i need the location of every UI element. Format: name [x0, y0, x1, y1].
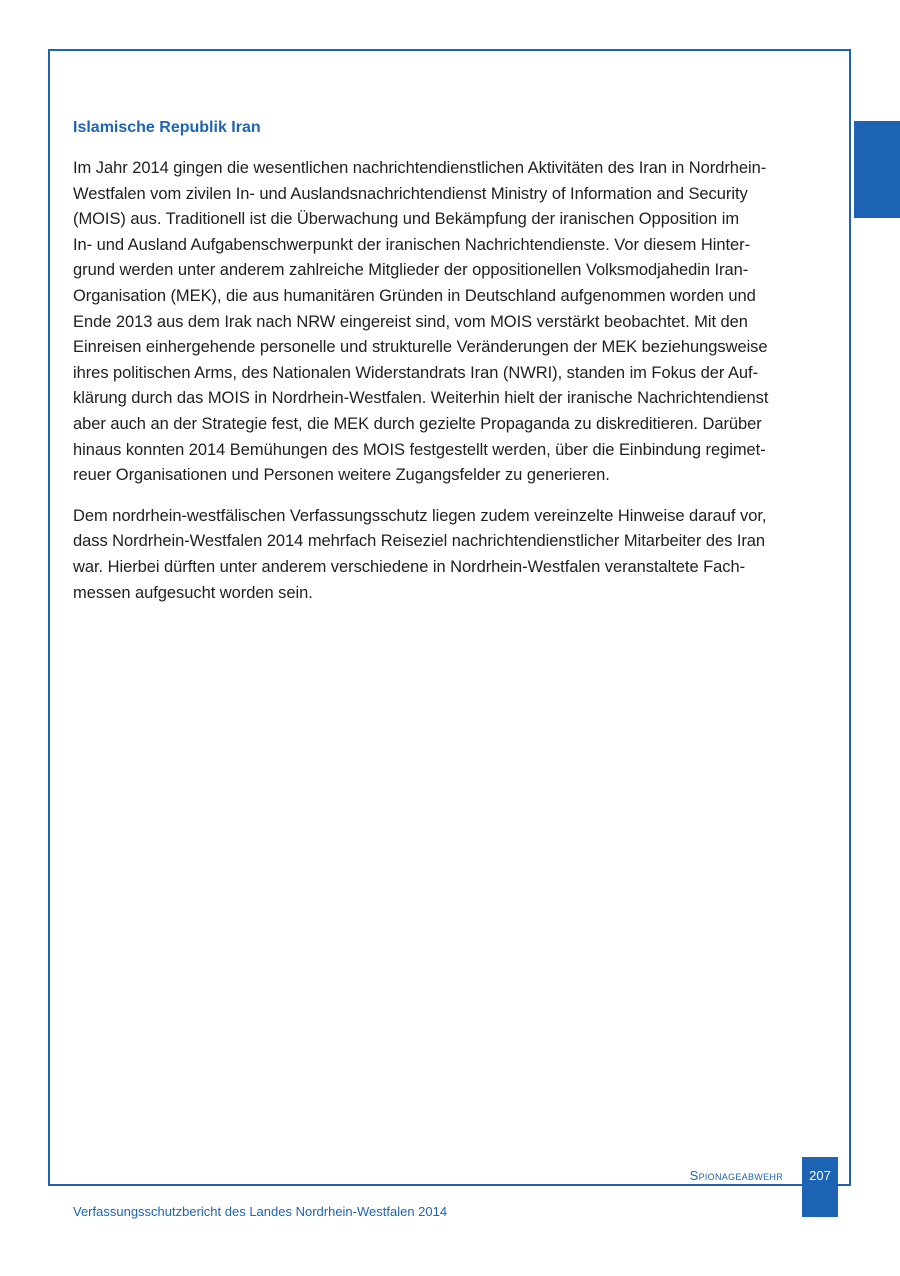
text-line: (MOIS) aus. Traditionell ist die Überwachung und Bekämpfung der iranischen Opposition im	[73, 210, 740, 229]
text-line: Ende 2013 aus dem Irak nach NRW eingereist sind, vom MOIS verstärkt beobachtet. Mit den	[73, 312, 748, 331]
page-number: 207	[809, 1168, 831, 1183]
text-line: Dem nordrhein-westfälischen Verfassungsschutz liegen zudem vereinzelte Hinweise darauf vor,	[73, 506, 767, 525]
section-heading: Islamische Republik Iran	[73, 119, 261, 136]
main-content	[73, 117, 808, 621]
text-line: Einreisen einhergehende personelle und strukturelle Veränderungen der MEK beziehungsweise	[73, 338, 768, 357]
paragraph-2	[73, 504, 808, 606]
text-line: hinaus konnten 2014 Bemühungen des MOIS festgestellt werden, über die Einbindung regimet-	[73, 440, 766, 459]
text-line: dass Nordrhein-Westfalen 2014 mehrfach Reiseziel nachrichtendienstlicher Mitarbeiter des Iran	[73, 532, 766, 551]
text-line: grund werden unter anderem zahlreiche Mitglieder der oppositionellen Volksmodjahedin Iran-	[73, 261, 749, 280]
text-line: In- und Ausland Aufgabenschwerpunkt der iranischen Nachrichtendienste. Vor diesem Hinter-	[73, 235, 751, 254]
text-line: Westfalen vom zivilen In- und Auslandsnachrichtendienst Ministry of Information and Security	[73, 184, 748, 203]
text-line: klärung durch das MOIS in Nordrhein-Westfalen. Weiterhin hielt der iranische Nachrichtendienst	[73, 389, 769, 408]
text-line: Im Jahr 2014 gingen die wesentlichen nachrichtendienstlichen Aktivitäten des Iran in Nordrhein-	[73, 159, 767, 177]
paragraph-1	[73, 156, 808, 489]
publication-title: Verfassungsschutzbericht des Landes Nordrhein-Westfalen 2014	[73, 1204, 448, 1219]
text-line: aber auch an der Strategie fest, die MEK durch gezielte Propaganda zu diskreditieren. Darüber	[73, 414, 762, 433]
text-line: messen aufgesucht worden sein.	[73, 583, 313, 602]
chapter-marker-tab	[854, 121, 900, 218]
text-line: reuer Organisationen und Personen weitere Zugangsfelder zu generieren.	[73, 466, 610, 485]
text-line: Organisation (MEK), die aus humanitären Gründen in Deutschland aufgenommen worden und	[73, 286, 756, 305]
footer-section-label: Spionageabwehr	[689, 1168, 783, 1183]
page-number-box	[802, 1157, 838, 1217]
text-line: war. Hierbei dürften unter anderem verschiedene in Nordrhein-Westfalen veranstaltete Fach-	[73, 557, 746, 576]
text-line: ihres politischen Arms, des Nationalen Widerstandrats Iran (NWRI), standen im Fokus der Auf-	[73, 363, 759, 382]
